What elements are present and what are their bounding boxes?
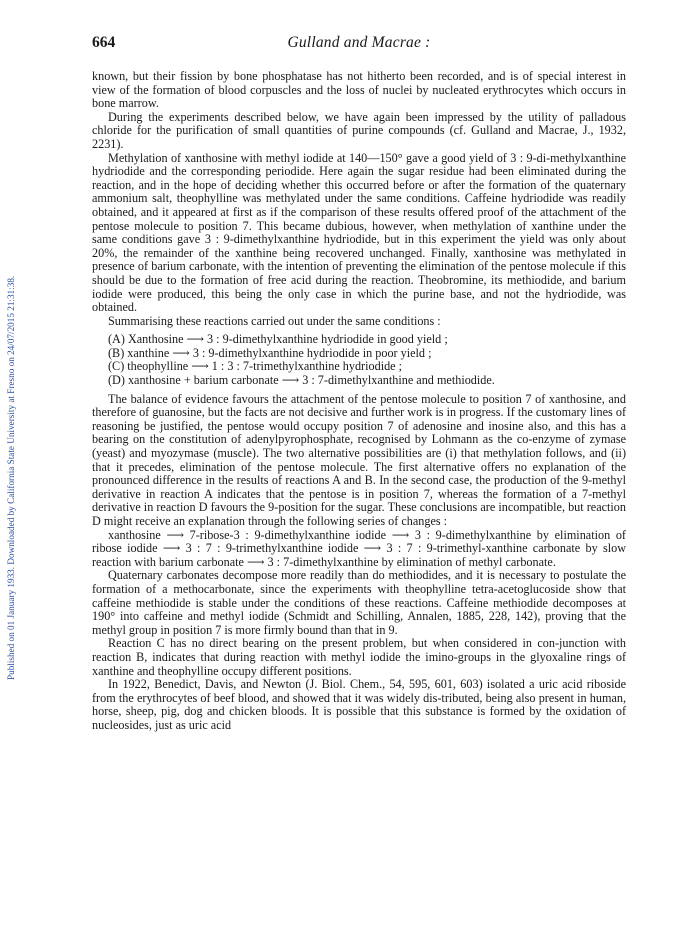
paragraph-7: Quaternary carbonates decompose more readily than do methiodides, and it is necessary to postulate the formation of a methocarbonate, since the experiments with theophylline tetra-acetoglucoside show that caffeine methiodide is stable under the conditions of these reactions. Caffeine methiodide decomposes at 190° into caffeine and methyl iodide (Schmidt and Schilling, Annalen, 1885, 228, 142), proving that the methyl group in position 7 is more firmly bound than that in 9. xyxy=(92,568,626,637)
reaction-c: (C) theophylline ⟶ 1 : 3 : 7-trimethylxanthine hydriodide ; xyxy=(108,359,403,374)
paragraph-3: Methylation of xanthosine with methyl iodide at 140—150° gave a good yield of 3 : 9-di-methylxanthine hydriodide and the corresponding periodide. Here again the sugar residue had been eliminated during the reaction, and in the hope of deciding whether this occurred before or after the formation of the quaternary ammonium salt, theophylline was methylated under the same conditions. Caffeine hydriodide was readily obtained, and it appeared at first as if the comparison of these results offered proof of the attachment of the pentose molecule to position 7. This became dubious, however, when methylation of xanthine under the same conditions gave 3 : 9-dimethylxanthine hydriodide, but in this experiment the yield was only about 20%, the remainder of the xanthine being recovered unchanged. Finally, xanthosine was methylated in presence of barium carbonate, with the intention of preventing the elimination of the pentose molecule if this should be due to the formation of free acid during the reaction. Theobromine, its methiodide, and barium iodide were produced, this being the only case in which the purine base, and not the hydriodide, was obtained. xyxy=(92,150,626,315)
paragraph-4: Summarising these reactions carried out under the same conditions : xyxy=(108,313,441,328)
paragraph-5: The balance of evidence favours the attachment of the pentose molecule to position 7 of xanthosine, and therefore of guanosine, but the facts are not decisive and further work is in progress. If the customary lines of reasoning be justified, the pentose would occupy position 7 of adenosine and inosine also, and this has a bearing on the constitution of adenylpyrophosphate, recognised by Lohmann as the co-enzyme of zymase (yeast) and myozymase (muscle). The two alternative possibilities are (i) that methylation follows, and (ii) that it precedes, elimination of the pentose molecule. The first alternative offers no explanation of the pronounced difference in the results of reactions A and B. In the second case, the production of the 9-methyl derivative in reaction A indicates that the pentose is in position 7, whereas the formation of a 7-methyl derivative in reaction D favours the 9-position for the sugar. These conclusions are incompatible, but reaction D might receive an explanation through the following series of changes : xyxy=(92,391,626,528)
paragraph-6: xanthosine ⟶ 7-ribose-3 : 9-dimethylxanthine iodide ⟶ 3 : 9-dimethylxanthine by elimination of ribose iodide ⟶ 3 : 7 : 9-trimethylxanthine iodide ⟶ 3 : 7 : 9-trimethyl-xanthine carbonate by slow reaction with barium carbonate ⟶ 3 : 7-dimethylxanthine by elimination of methyl carbonate. xyxy=(92,527,626,569)
running-title: Gulland and Macrae : xyxy=(287,34,431,51)
reaction-list xyxy=(108,333,626,387)
paragraph-8: Reaction C has no direct bearing on the present problem, but when considered in con-junction with reaction B, indicates that during reaction with methyl iodide the imino-groups in the glyoxaline rings of xanthine and theophylline occupy different positions. xyxy=(92,636,626,678)
reaction-a: (A) Xanthosine ⟶ 3 : 9-dimethylxanthine hydriodide in good yield ; xyxy=(108,332,448,347)
page-number: 664 xyxy=(92,34,116,51)
reaction-b: (B) xanthine ⟶ 3 : 9-dimethylxanthine hydriodide in poor yield ; xyxy=(108,345,432,360)
paragraph-2: During the experiments described below, we have again been impressed by the utility of palladous chloride for the purification of small quantities of purine compounds (cf. Gulland and Macrae, J., 1932, 2231). xyxy=(92,109,626,151)
paragraph-9: In 1922, Benedict, Davis, and Newton (J. Biol. Chem., 54, 595, 601, 603) isolated a uric acid riboside from the erythrocytes of beef blood, and showed that it was widely dis-tributed, being also present in human, horse, sheep, pig, dog and chicken bloods. It is possible that this substance is formed by the oxidation of nucleosides, just as uric acid xyxy=(92,677,626,732)
reaction-d: (D) xanthosine + barium carbonate ⟶ 3 : 7-dimethylxanthine and methiodide. xyxy=(108,373,495,388)
page-header xyxy=(92,34,626,56)
download-notice xyxy=(4,120,18,680)
paragraph-1: known, but their fission by bone phosphatase has not hitherto been recorded, and is of special interest in view of the formation of blood corpuscles and the loss of nuclei by nucleated erythrocytes which occurs in bone marrow. xyxy=(92,69,626,111)
download-notice-text: Published on 01 January 1933. Downloaded by California State University at Fresno on 24/07/2015 21:31:38. xyxy=(6,275,16,680)
body-text xyxy=(92,70,626,733)
